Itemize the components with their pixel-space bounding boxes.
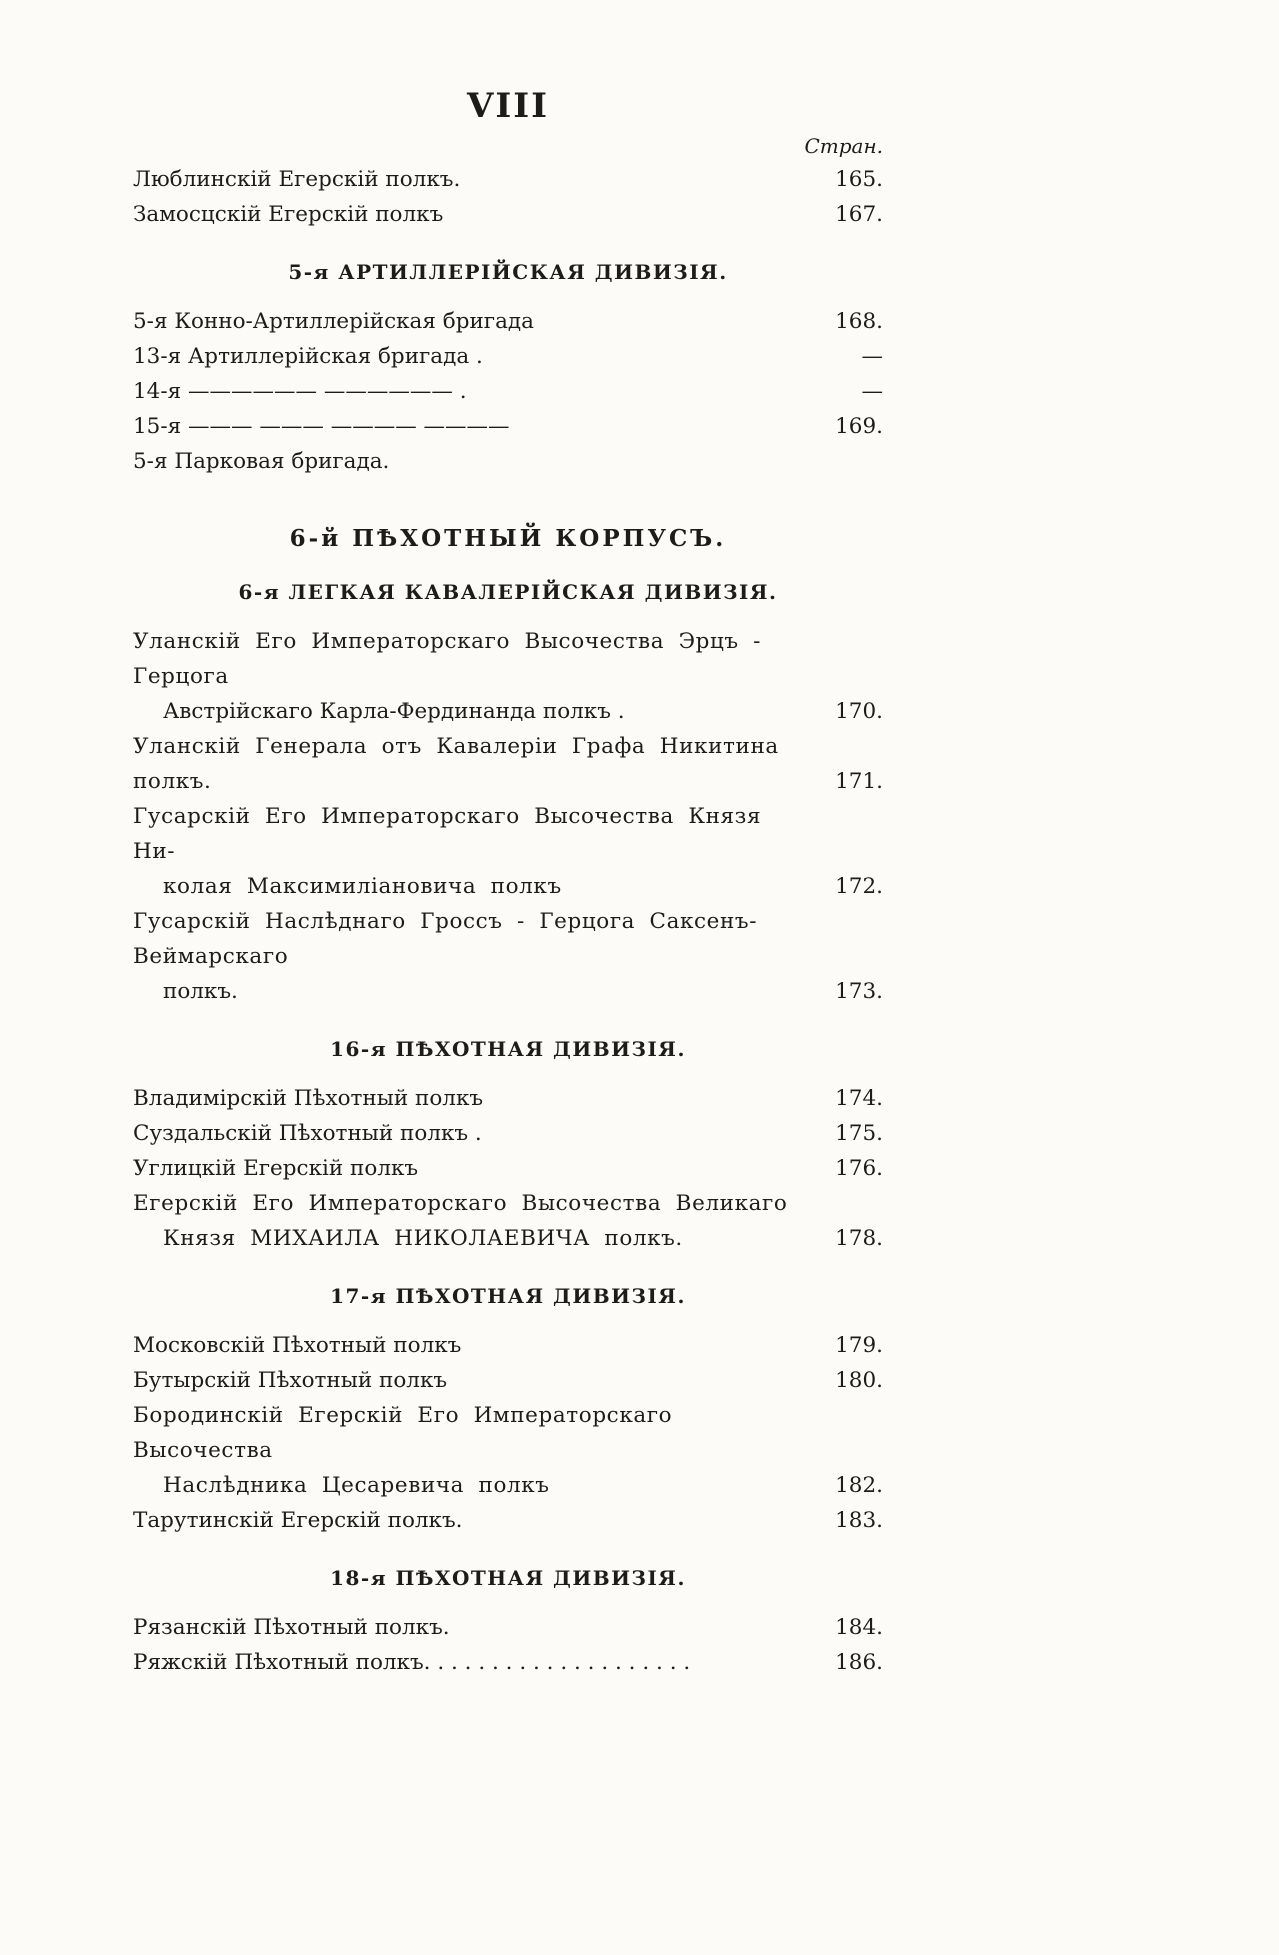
entry-page-number: 171. [835,769,883,794]
entry-page-number: 178. [835,1226,883,1251]
entry-title [133,1081,803,1116]
toc-entry [133,444,883,479]
entry-line: колая Максимиліановича полкъ [163,874,562,899]
entry-page-number: 170. [835,699,883,724]
toc-section [133,1037,883,1256]
entry-title [133,904,803,1009]
entry-title [133,444,803,479]
toc-entry [133,1328,883,1363]
entry-title [133,374,803,409]
division-heading: 18-я ПѢХОТНАЯ ДИВИЗІЯ. [330,1566,686,1590]
division-heading: 5-я АРТИЛЛЕРІЙСКАЯ ДИВИЗІЯ. [288,260,728,284]
entry-page-number: 183. [835,1508,883,1533]
entry-title [133,1186,803,1256]
entry-title [133,1363,803,1398]
entry-page-number: — [861,344,883,369]
entry-title [133,409,803,444]
entry-page-number: 173. [835,979,883,1004]
toc-sections [133,162,883,1680]
entry-page-number: 184. [835,1615,883,1640]
entry-title [133,304,803,339]
page-number-roman: VIII [466,86,550,126]
entry-title [133,1328,803,1363]
toc-entry [133,1081,883,1116]
toc-entry [133,1116,883,1151]
entry-line: Князя МИХАИЛА НИКОЛАЕВИЧА полкъ. [163,1226,683,1251]
entry-line: Уланскій Его Императорскаго Высочества Эрцъ - Герцога [133,629,761,689]
corps-heading: 6-й ПѢХОТНЫЙ КОРПУСЪ. [289,525,727,552]
entry-title [133,1610,803,1645]
toc-entry [133,1503,883,1538]
toc-entry [133,624,883,729]
toc-entry [133,729,883,799]
entry-line: Владимірскій Пѣхотный полкъ [133,1086,484,1111]
entry-title [133,799,803,904]
toc-entry [133,1186,883,1256]
entry-line: Рязанскій Пѣхотный полкъ. [133,1615,450,1640]
page-column-header: Стран. [804,134,883,158]
toc-section [133,1284,883,1538]
entry-title [133,339,803,374]
entry-line: Уланскій Генерала отъ Кавалеріи Графа Никитина полкъ. [133,734,779,794]
toc-entry [133,799,883,904]
entry-line: Гусарскій Его Императорскаго Высочества Князя Ни- [133,804,762,864]
entry-title [133,1503,803,1538]
toc-entry [133,1645,883,1680]
entry-page-number: — [861,379,883,404]
entry-line: 14-я —————— —————— . [133,379,467,404]
toc-entry [133,409,883,444]
toc-entry [133,1151,883,1186]
entry-page-number: 167. [835,202,883,227]
toc-entry [133,904,883,1009]
entry-page-number: 182. [835,1473,883,1498]
entry-line: Ряжскій Пѣхотный полкъ. . . . . . . . . . . . . . . . . . . . [133,1650,691,1675]
entry-line: Тарутинскій Егерскій полкъ. [133,1508,463,1533]
toc-section [133,525,883,552]
toc-entry [133,197,883,232]
entry-page-number: 174. [835,1086,883,1111]
toc-section [133,580,883,1009]
division-heading: 16-я ПѢХОТНАЯ ДИВИЗІЯ. [330,1037,686,1061]
entry-line: 5-я Конно-Артиллерійская бригада [133,309,534,334]
entry-title [133,197,803,232]
entry-page-number: 175. [835,1121,883,1146]
entry-title [133,1645,803,1680]
toc-entry [133,1610,883,1645]
entry-page-number: 169. [835,414,883,439]
toc-entry [133,374,883,409]
entry-title [133,162,803,197]
entry-line: Замосцскій Егерскій полкъ [133,202,444,227]
toc-section [133,1566,883,1680]
entry-title [133,729,803,799]
entry-title [133,1116,803,1151]
toc-entry [133,304,883,339]
entry-line: Бородинскій Егерскій Его Императорскаго Высочества [133,1403,673,1463]
entry-line: Егерскій Его Императорскаго Высочества Великаго [133,1191,788,1216]
entry-line: полкъ. [163,979,238,1004]
entry-page-number: 179. [835,1333,883,1358]
entry-line: Наслѣдника Цесаревича полкъ [163,1473,550,1498]
entry-page-number: 186. [835,1650,883,1675]
entry-page-number: 180. [835,1368,883,1393]
division-heading: 6-я ЛЕГКАЯ КАВАЛЕРІЙСКАЯ ДИВИЗІЯ. [238,580,778,604]
entry-page-number: 176. [835,1156,883,1181]
toc-entry [133,339,883,374]
entry-line: 15-я ——— ——— ———— ———— [133,414,510,439]
entry-page-number: 165. [835,167,883,192]
entry-title [133,1151,803,1186]
entry-line: Гусарскій Наслѣднаго Гроссъ - Герцога Саксенъ-Веймарскаго [133,909,758,969]
toc-section [133,260,883,479]
entry-page-number: 172. [835,874,883,899]
toc-entry [133,1398,883,1503]
toc-page [133,86,883,1680]
entry-title [133,1398,803,1503]
entry-line: Суздальскій Пѣхотный полкъ . [133,1121,482,1146]
entry-line: 13-я Артиллерійская бригада . [133,344,483,369]
toc-section [133,162,883,232]
entry-line: Московскій Пѣхотный полкъ [133,1333,462,1358]
entry-line: Люблинскій Егерскій полкъ. [133,167,461,192]
entry-line: Бутырскій Пѣхотный полкъ [133,1368,448,1393]
division-heading: 17-я ПѢХОТНАЯ ДИВИЗІЯ. [330,1284,686,1308]
entry-title [133,624,803,729]
entry-line: 5-я Парковая бригада. [133,449,390,474]
entry-page-number: 168. [835,309,883,334]
toc-entry [133,1363,883,1398]
entry-line: Углицкій Егерскій полкъ [133,1156,419,1181]
toc-entry [133,162,883,197]
entry-line: Австрійскаго Карла-Фердинанда полкъ . [163,699,625,724]
